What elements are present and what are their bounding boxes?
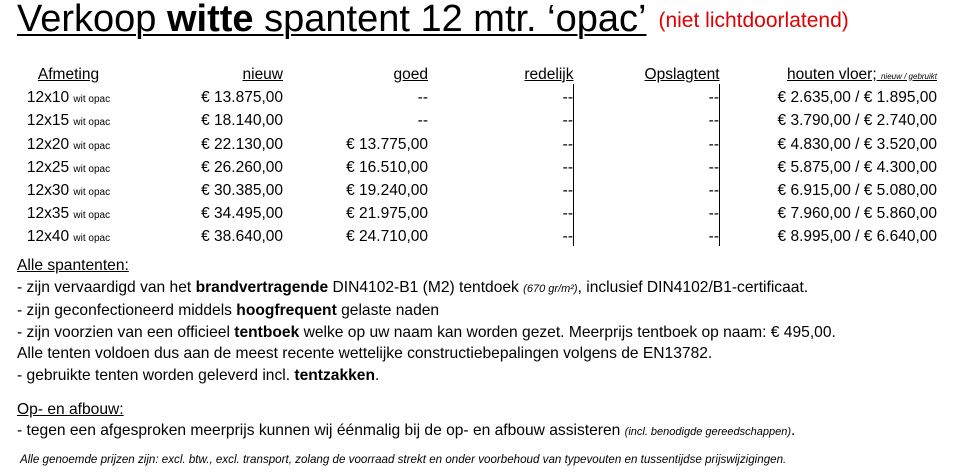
- size-value: 12x10: [26, 89, 70, 107]
- table-row: [17, 130, 937, 153]
- spantenten-heading: Alle spantenten:: [17, 257, 129, 274]
- cell-goed: --: [417, 89, 428, 107]
- spantenten-line-2: [17, 300, 947, 322]
- cell-nieuw: € 13.875,00: [201, 89, 283, 107]
- line3-bold: tentboek: [234, 323, 300, 341]
- line1-small: (670 gr/m²): [523, 282, 578, 295]
- table-header-row: [17, 64, 937, 84]
- cell-goed: € 21.975,00: [346, 205, 428, 223]
- cell-vloer: € 8.995,00 / € 6.640,00: [777, 228, 937, 246]
- cell-vloer: € 7.960,00 / € 5.860,00: [777, 205, 937, 223]
- cell-goed: € 24.710,00: [346, 228, 428, 246]
- cell-nieuw: € 18.140,00: [201, 112, 283, 130]
- opbouw-line-a: - tegen een afgesproken meerprijs kunnen wij éénmalig bij de op- en afbouw assisteren: [17, 422, 625, 440]
- title-suffix: spantent 12 mtr. ‘opac’: [253, 0, 647, 40]
- cell-redelijk: --: [428, 200, 574, 223]
- cell-size: [17, 130, 120, 153]
- line2-bold: hoogfrequent: [236, 302, 337, 320]
- cell-opslag: --: [574, 107, 720, 130]
- line5-a: - gebruikte tenten worden geleverd incl.: [17, 366, 295, 384]
- spantenten-line-1: [17, 277, 947, 301]
- size-value: 12x15: [26, 112, 70, 130]
- cell-vloer: € 6.915,00 / € 5.080,00: [777, 181, 937, 199]
- line2-b: gelaste naden: [336, 302, 440, 320]
- page-title: [17, 0, 849, 42]
- line3-a: - zijn voorzien van een officieel: [17, 323, 235, 341]
- header-goed: goed: [393, 66, 428, 83]
- line5-bold: tentzakken: [294, 366, 375, 384]
- line5-b: .: [375, 366, 380, 384]
- opbouw-line: [17, 420, 947, 444]
- price-table: [17, 64, 937, 246]
- cell-redelijk: --: [428, 154, 574, 177]
- size-value: 12x20: [26, 135, 70, 153]
- spantenten-line-5: [17, 365, 947, 387]
- cell-size: [17, 154, 120, 177]
- table-row: [17, 200, 937, 223]
- table-row: [17, 84, 937, 107]
- cell-opslag: --: [574, 84, 720, 107]
- spantenten-line-4: Alle tenten voldoen dus aan de meest recente wettelijke constructiebepalingen volgens de EN13782.: [17, 345, 713, 363]
- footer-disclaimer: Alle genoemde prijzen zijn: excl. btw., excl. transport, zolang de voorraad strekt en onder voorbehoud van typevouten en tussentijdse prijswijzigingen.: [20, 453, 787, 466]
- cell-goed: € 13.775,00: [346, 135, 428, 153]
- cell-vloer: € 4.830,00 / € 3.520,00: [777, 135, 937, 153]
- cell-opslag: --: [574, 177, 720, 200]
- line3-b: welke op uw naam kan worden gezet. Meerprijs tentboek op naam: € 495,00.: [299, 323, 836, 341]
- header-vloer: [720, 64, 938, 84]
- variant-label: wit opac: [73, 233, 111, 245]
- cell-nieuw: € 34.495,00: [201, 205, 283, 223]
- cell-vloer: € 5.875,00 / € 4.300,00: [777, 158, 937, 176]
- variant-label: wit opac: [73, 186, 111, 198]
- cell-redelijk: --: [428, 223, 574, 246]
- cell-size: [17, 200, 120, 223]
- header-opslag: Opslagtent: [644, 66, 720, 83]
- variant-label: wit opac: [73, 210, 111, 222]
- cell-goed: --: [417, 112, 428, 130]
- body-text: [17, 255, 947, 444]
- line1-a: - zijn vervaardigd van het: [17, 278, 196, 296]
- header-redelijk: redelijk: [524, 66, 574, 83]
- cell-opslag: --: [574, 154, 720, 177]
- title-prefix: Verkoop: [17, 0, 167, 40]
- cell-nieuw: € 22.130,00: [201, 135, 283, 153]
- cell-redelijk: --: [428, 84, 574, 107]
- spantenten-line-3: [17, 322, 947, 344]
- header-nieuw: nieuw: [242, 66, 283, 83]
- cell-size: [17, 84, 120, 107]
- cell-redelijk: --: [428, 130, 574, 153]
- cell-vloer: € 2.635,00 / € 1.895,00: [777, 89, 937, 107]
- variant-label: wit opac: [73, 94, 111, 106]
- table-row: [17, 107, 937, 130]
- cell-redelijk: --: [428, 177, 574, 200]
- line2-a: - zijn geconfectioneerd middels: [17, 302, 237, 320]
- variant-label: wit opac: [73, 163, 111, 175]
- table-row: [17, 177, 937, 200]
- cell-redelijk: --: [428, 107, 574, 130]
- table-row: [17, 154, 937, 177]
- cell-vloer: € 3.790,00 / € 2.740,00: [777, 112, 937, 130]
- size-value: 12x35: [26, 205, 70, 223]
- size-value: 12x40: [26, 228, 70, 246]
- cell-size: [17, 223, 120, 246]
- cell-nieuw: € 26.260,00: [201, 158, 283, 176]
- cell-goed: € 19.240,00: [346, 181, 428, 199]
- variant-label: wit opac: [73, 140, 111, 152]
- cell-size: [17, 107, 120, 130]
- cell-opslag: --: [574, 200, 720, 223]
- opbouw-line-b: .: [791, 422, 796, 440]
- cell-size: [17, 177, 120, 200]
- opbouw-heading: Op- en afbouw:: [17, 400, 124, 418]
- price-rows: [17, 84, 937, 246]
- line1-bold: brandvertragende: [195, 278, 329, 296]
- line1-c: , inclusief DIN4102/B1-certificaat.: [577, 278, 809, 296]
- cell-goed: € 16.510,00: [346, 158, 428, 176]
- title-note: (niet lichtdoorlatend): [658, 9, 849, 32]
- table-row: [17, 223, 937, 246]
- header-vloer-sub: nieuw / gebruikt: [880, 72, 937, 81]
- cell-nieuw: € 38.640,00: [201, 228, 283, 246]
- header-size: Afmeting: [37, 66, 100, 83]
- header-vloer-label: houten vloer;: [787, 66, 877, 83]
- cell-opslag: --: [574, 223, 720, 246]
- title-bold: witte: [167, 0, 254, 40]
- cell-opslag: --: [574, 130, 720, 153]
- size-value: 12x30: [26, 181, 70, 199]
- opbouw-line-small: (incl. benodigde gereedschappen): [624, 426, 791, 439]
- section-gap: [17, 387, 947, 399]
- variant-label: wit opac: [73, 117, 111, 129]
- size-value: 12x25: [26, 158, 70, 176]
- line1-b: DIN4102-B1 (M2) tentdoek: [328, 278, 524, 296]
- cell-nieuw: € 30.385,00: [201, 181, 283, 199]
- title-main: [17, 0, 646, 40]
